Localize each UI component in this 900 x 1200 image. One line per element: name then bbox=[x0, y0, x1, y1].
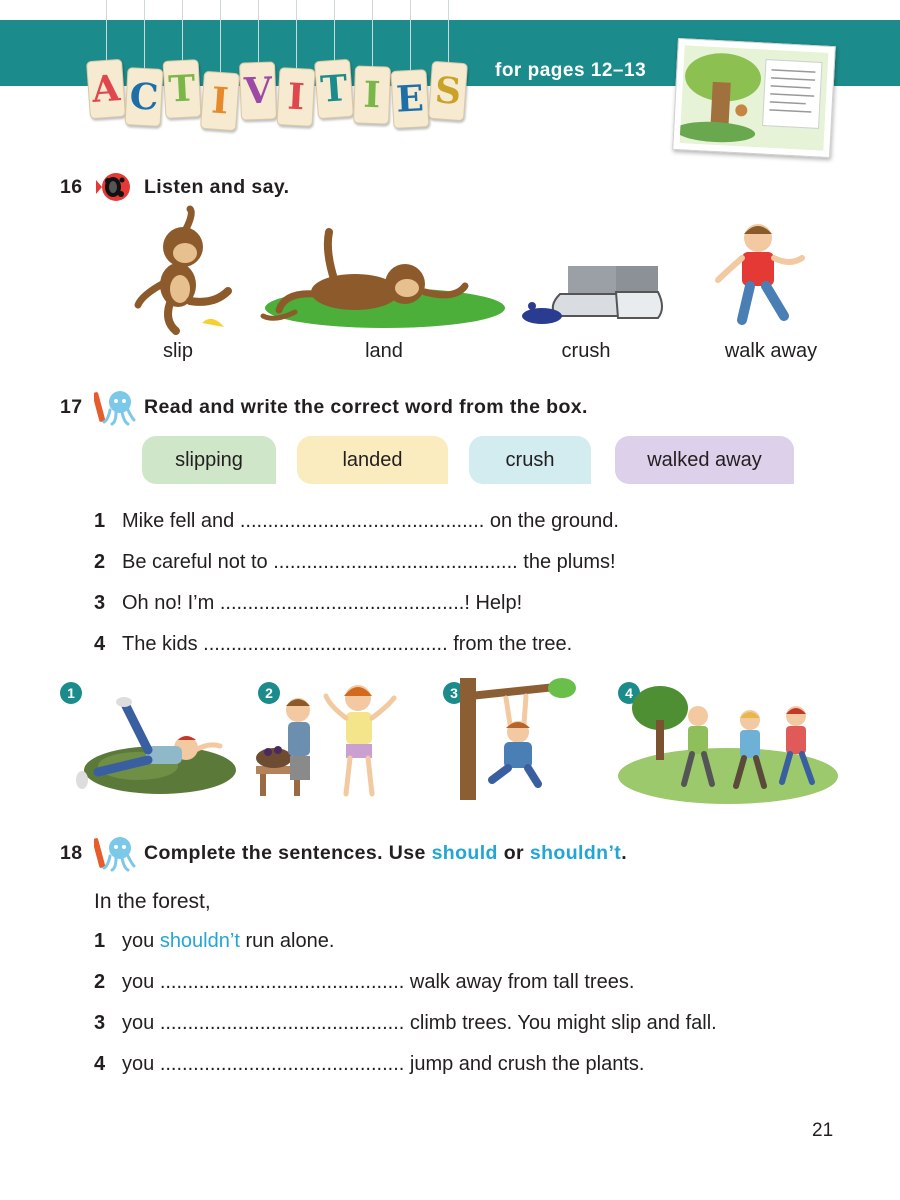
activities-title bbox=[80, 0, 480, 135]
sentence-start: you bbox=[122, 1012, 155, 1034]
sentence-end: the plums! bbox=[523, 551, 616, 573]
title-letter: I bbox=[277, 67, 316, 127]
example-answer: shouldn’t bbox=[159, 930, 240, 952]
boy-walking-illustration bbox=[712, 218, 812, 330]
sentence-start: you bbox=[122, 930, 155, 952]
boy-fallen-on-leaves-illustration bbox=[68, 690, 238, 805]
sentence-start: you bbox=[122, 1053, 155, 1075]
octopus-pencil-icon bbox=[94, 834, 136, 872]
caption-land: land bbox=[365, 340, 403, 362]
foot-crushing-illustration bbox=[520, 262, 665, 330]
exercise-instruction: Complete the sentences. Use bbox=[144, 841, 426, 864]
monkey-landing-illustration bbox=[255, 222, 505, 332]
ex18-intro: In the forest, bbox=[94, 890, 211, 913]
item-number: 3 bbox=[94, 592, 106, 614]
answer-blank[interactable]: ............................................ bbox=[203, 633, 448, 655]
title-letter: S bbox=[428, 61, 468, 121]
exercise-number: 16 bbox=[60, 175, 83, 198]
exercise-18-heading bbox=[60, 834, 627, 872]
title-letter: E bbox=[391, 69, 430, 129]
exercise-number: 18 bbox=[60, 841, 83, 864]
picture-number-badge: 3 bbox=[443, 682, 465, 704]
picture-number-badge: 4 bbox=[618, 682, 640, 704]
picture-number-badge: 2 bbox=[258, 682, 280, 704]
exercise-17-heading bbox=[60, 388, 588, 426]
ex18-sentence-4 bbox=[94, 1053, 644, 1076]
ex17-sentence-2 bbox=[94, 551, 616, 574]
word-box-landed: landed bbox=[297, 436, 448, 484]
keyword-should: should bbox=[431, 841, 498, 864]
keyword-or: or bbox=[503, 841, 525, 864]
sentence-end: from the tree. bbox=[453, 633, 573, 655]
caption-walk-away: walk away bbox=[724, 340, 818, 362]
ladybug-listen-icon bbox=[94, 168, 136, 206]
sentence-start: The kids bbox=[122, 633, 198, 655]
monkey-slipping-illustration bbox=[128, 205, 238, 337]
instruction-period: . bbox=[621, 841, 628, 864]
sentence-end: run alone. bbox=[245, 930, 335, 952]
answer-blank[interactable]: ............................................ bbox=[159, 1012, 405, 1034]
item-number: 1 bbox=[94, 930, 106, 952]
item-number: 4 bbox=[94, 1053, 106, 1075]
answer-blank[interactable]: ............................................ bbox=[239, 510, 485, 532]
page-number: 21 bbox=[812, 1120, 834, 1141]
title-letter: T bbox=[314, 59, 354, 119]
item-number: 2 bbox=[94, 971, 106, 993]
caption-slip: slip bbox=[162, 340, 193, 362]
keyword-shouldnt: shouldn’t bbox=[529, 841, 622, 864]
answer-blank[interactable]: ............................................ bbox=[159, 1053, 405, 1075]
ex17-sentence-3 bbox=[94, 592, 522, 615]
exercise-instruction: Read and write the correct word from the box. bbox=[144, 395, 588, 418]
title-letter: A bbox=[86, 59, 126, 119]
octopus-pencil-icon bbox=[94, 388, 136, 426]
page-reference: for pages 12–13 bbox=[495, 60, 647, 81]
answer-blank[interactable]: ............................................ bbox=[273, 551, 518, 573]
ex17-sentence-4 bbox=[94, 633, 572, 656]
exercise-instruction: Listen and say. bbox=[144, 175, 290, 198]
exercise-number: 17 bbox=[60, 395, 83, 418]
boy-hanging-from-branch-illustration bbox=[440, 672, 580, 802]
picture-number-badge: 1 bbox=[60, 682, 82, 704]
answer-blank[interactable]: ............................................! bbox=[219, 592, 470, 614]
word-box-walked-away: walked away bbox=[615, 436, 794, 484]
sentence-start: Mike fell and bbox=[122, 510, 235, 532]
word-box-crush: crush bbox=[469, 436, 591, 484]
answer-blank[interactable]: ............................................ bbox=[159, 971, 405, 993]
kids-with-plum-basket-illustration bbox=[250, 676, 405, 801]
ex18-example-sentence bbox=[94, 930, 334, 953]
sentence-end: walk away from tall trees. bbox=[409, 971, 635, 993]
ex18-sentence-3 bbox=[94, 1012, 717, 1035]
sentence-start: Be careful not to bbox=[122, 551, 268, 573]
kids-walking-away-from-tree-illustration bbox=[618, 680, 840, 804]
item-number: 4 bbox=[94, 633, 106, 655]
title-letter: C bbox=[125, 67, 164, 127]
sentence-end: climb trees. You might slip and fall. bbox=[409, 1012, 717, 1034]
title-letter: I bbox=[353, 65, 391, 124]
story-thumbnail bbox=[672, 38, 836, 158]
word-box-slipping: slipping bbox=[142, 436, 276, 484]
title-letter: I bbox=[200, 71, 240, 131]
exercise-16-heading bbox=[60, 168, 289, 206]
sentence-start: you bbox=[122, 971, 155, 993]
sentence-end: Help! bbox=[475, 592, 523, 614]
ex18-sentence-2 bbox=[94, 971, 634, 994]
sentence-end: on the ground. bbox=[489, 510, 619, 532]
item-number: 2 bbox=[94, 551, 106, 573]
caption-crush: crush bbox=[561, 340, 611, 362]
item-number: 3 bbox=[94, 1012, 106, 1034]
ex17-sentence-1 bbox=[94, 510, 619, 533]
item-number: 1 bbox=[94, 510, 106, 532]
sentence-end: jump and crush the plants. bbox=[409, 1053, 645, 1075]
sentence-start: Oh no! I’m bbox=[122, 592, 215, 614]
title-letter: V bbox=[239, 61, 277, 120]
title-letter: T bbox=[163, 59, 202, 119]
